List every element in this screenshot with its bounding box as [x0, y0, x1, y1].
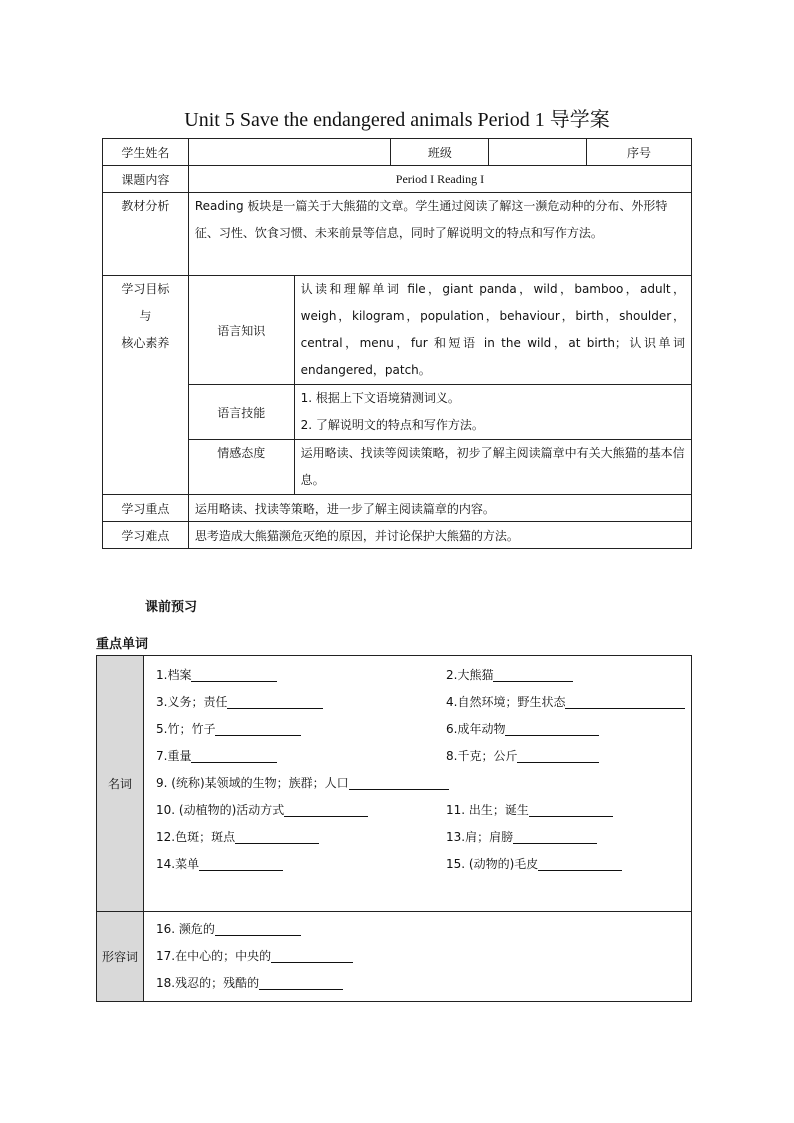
noun-item-text: 3.义务；责任 [156, 695, 228, 709]
goals-label-line-1: 学习目标 [121, 282, 170, 296]
noun-item-blank[interactable] [199, 856, 283, 871]
noun-item-text: 5.竹；竹子 [156, 722, 216, 736]
noun-item [156, 716, 446, 743]
number-label: 序号 [587, 139, 692, 166]
adj-item [156, 943, 691, 970]
noun-grid [156, 662, 691, 878]
noun-item [446, 689, 691, 716]
preview-heading: 课前预习 [145, 600, 198, 615]
noun-item [156, 662, 446, 689]
analysis-text: Reading 板块是一篇关于大熊猫的文章。学生通过阅读了解这一濒危动种的分布、外形特征、习性、饮食习惯、未来前景等信息，同时了解说明文的特点和写作方法。 [188, 193, 691, 276]
noun-item-text: 8.千克；公斤 [446, 749, 518, 763]
noun-item-blank[interactable] [493, 667, 573, 682]
noun-item-blank[interactable] [215, 721, 301, 736]
vocab-table [96, 655, 692, 1002]
lang-knowledge-text: 认读和理解单词 file，giant panda，wild，bamboo，adult，weigh，kilogram，population，behaviour，birth，shoulder，central，menu，fur 和短语 in the wild，at birth；认识单词 endangered，patch。 [294, 276, 691, 385]
noun-item-blank[interactable] [349, 775, 449, 790]
noun-item-blank[interactable] [517, 748, 599, 763]
noun-item [156, 824, 446, 851]
noun-item [446, 824, 691, 851]
adj-list [156, 916, 691, 997]
noun-item [446, 851, 691, 878]
noun-item [446, 662, 691, 689]
noun-item-blank[interactable] [565, 694, 685, 709]
topic-label: 课题内容 [103, 166, 189, 193]
noun-cell [144, 656, 692, 912]
difficult-text: 思考造成大熊猫濒危灭绝的原因，并讨论保护大熊猫的方法。 [188, 522, 691, 549]
info-table [102, 138, 692, 549]
noun-item [446, 797, 691, 824]
key-label: 学习重点 [103, 495, 189, 522]
noun-item [156, 851, 446, 878]
noun-item-text: 11. 出生；诞生 [446, 803, 529, 817]
adj-item [156, 970, 691, 997]
noun-item-text: 2.大熊猫 [446, 668, 494, 682]
goals-label-line-3: 核心素养 [121, 336, 170, 350]
noun-item-text: 6.成年动物 [446, 722, 506, 736]
noun-item-text: 1.档案 [156, 668, 192, 682]
goals-label [103, 276, 189, 495]
student-name-field[interactable] [188, 139, 391, 166]
page-title: Unit 5 Save the endangered animals Period 1 导学案 [184, 109, 610, 131]
noun-item-text: 10. (动植物的)活动方式 [156, 803, 285, 817]
analysis-label: 教材分析 [103, 193, 189, 276]
adj-item [156, 916, 691, 943]
noun-item-blank[interactable] [513, 829, 597, 844]
adj-item-text: 16. 濒危的 [156, 922, 215, 936]
adj-item-blank[interactable] [215, 921, 301, 936]
adj-item-blank[interactable] [271, 948, 353, 963]
noun-item-blank[interactable] [529, 802, 613, 817]
noun-item-text: 15. (动物的)毛皮 [446, 857, 539, 871]
difficult-label: 学习难点 [103, 522, 189, 549]
noun-item-blank[interactable] [505, 721, 599, 736]
lang-skill-2: 2. 了解说明文的特点和写作方法。 [300, 418, 484, 432]
noun-item-text: 9. (统称)某领域的生物；族群；人口 [156, 776, 349, 790]
noun-label: 名词 [97, 656, 144, 912]
lang-skill-text [294, 385, 691, 440]
noun-item-text: 12.色斑；斑点 [156, 830, 236, 844]
noun-item [446, 743, 691, 770]
adj-label: 形容词 [97, 912, 144, 1002]
emotion-label: 情感态度 [188, 440, 294, 495]
lang-skill-1: 1. 根据上下文语境猜测词义。 [300, 391, 460, 405]
noun-item [156, 743, 446, 770]
noun-item-text: 4.自然环境；野生状态 [446, 695, 566, 709]
class-label: 班级 [391, 139, 489, 166]
noun-item [156, 689, 446, 716]
lang-knowledge-label: 语言知识 [188, 276, 294, 385]
noun-item-blank[interactable] [191, 748, 277, 763]
noun-item-blank[interactable] [284, 802, 368, 817]
noun-item-blank[interactable] [235, 829, 319, 844]
adj-item-blank[interactable] [259, 975, 343, 990]
noun-item-blank[interactable] [227, 694, 323, 709]
noun-item-text: 14.菜单 [156, 857, 200, 871]
noun-item-text: 13.肩；肩膀 [446, 830, 514, 844]
adj-item-text: 18.残忍的；残酷的 [156, 976, 260, 990]
topic-value: Period I Reading I [188, 166, 691, 193]
adj-item-text: 17.在中心的；中央的 [156, 949, 272, 963]
goals-label-line-2: 与 [139, 309, 152, 323]
noun-item [156, 770, 691, 797]
noun-item-text: 7.重量 [156, 749, 192, 763]
student-name-label: 学生姓名 [103, 139, 189, 166]
adj-cell [144, 912, 692, 1002]
noun-item-blank[interactable] [538, 856, 622, 871]
key-text: 运用略读、找读等策略，进一步了解主阅读篇章的内容。 [188, 495, 691, 522]
class-field[interactable] [489, 139, 587, 166]
noun-item-blank[interactable] [191, 667, 277, 682]
noun-item [446, 716, 691, 743]
emotion-text: 运用略读、找读等阅读策略，初步了解主阅读篇章中有关大熊猫的基本信息。 [294, 440, 691, 495]
lang-skill-label: 语言技能 [188, 385, 294, 440]
noun-item [156, 797, 446, 824]
vocab-heading: 重点单词 [96, 637, 149, 652]
